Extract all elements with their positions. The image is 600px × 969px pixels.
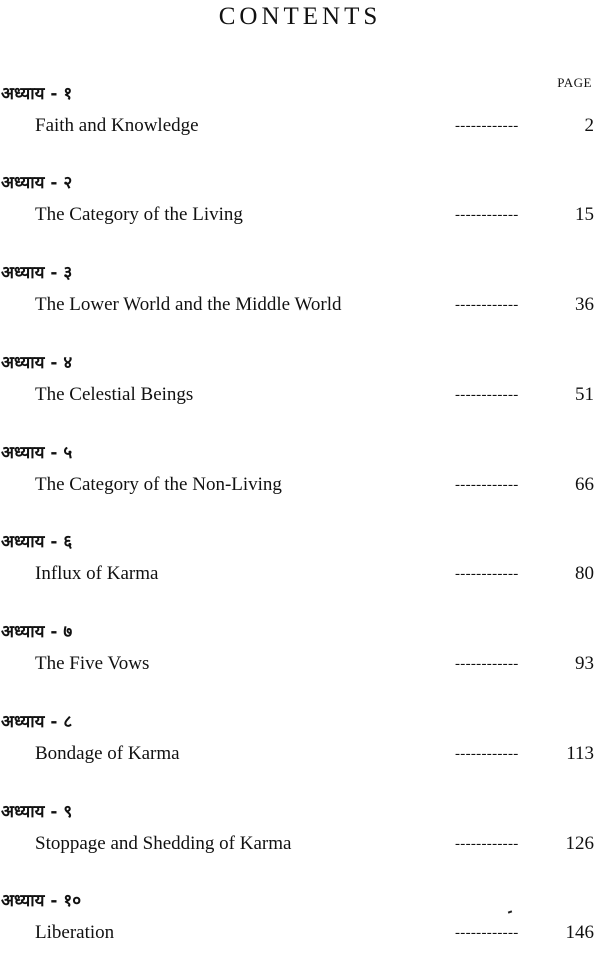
- dot-leader: ------------: [455, 566, 519, 582]
- toc-chapter-8: [0, 710, 600, 790]
- dot-leader: ------------: [455, 387, 519, 403]
- chapter-label: अध्याय - ५: [1, 443, 73, 463]
- dot-leader: ------------: [455, 656, 519, 672]
- page-number: 93: [575, 653, 594, 674]
- dot-leader: ------------: [455, 207, 519, 223]
- page-title: CONTENTS: [218, 3, 382, 30]
- toc-chapter-7: [0, 620, 600, 700]
- chapter-title: The Category of the Living: [35, 204, 243, 225]
- chapter-title: The Celestial Beings: [35, 384, 194, 405]
- toc-chapter-1: [0, 82, 600, 162]
- chapter-title: Liberation: [35, 922, 115, 943]
- page-number: 80: [575, 563, 594, 584]
- chapter-label: अध्याय - १०: [1, 891, 82, 911]
- toc-chapter-4: [0, 351, 600, 431]
- chapter-label: अध्याय - २: [1, 173, 73, 193]
- chapter-label: अध्याय - ९: [1, 802, 73, 822]
- dot-leader: ------------: [455, 836, 519, 852]
- page-number: 51: [575, 384, 594, 405]
- page-number: 15: [575, 204, 594, 225]
- dot-leader: ------------: [455, 746, 519, 762]
- chapter-title: Faith and Knowledge: [35, 115, 199, 136]
- chapter-title: The Lower World and the Middle World: [35, 294, 342, 315]
- dot-leader: ------------: [455, 297, 519, 313]
- chapter-label: अध्याय - ३: [1, 263, 73, 283]
- toc-chapter-3: [0, 261, 600, 341]
- page-number: 2: [584, 115, 594, 136]
- chapter-label: अध्याय - ८: [1, 712, 73, 732]
- chapter-title: The Category of the Non-Living: [35, 474, 282, 495]
- chapter-title: The Five Vows: [35, 653, 150, 674]
- chapter-title: Bondage of Karma: [35, 743, 180, 764]
- dot-leader: ------------: [455, 477, 519, 493]
- page-number: 36: [575, 294, 594, 315]
- chapter-label: अध्याय - ४: [1, 353, 73, 373]
- page-number: 113: [566, 743, 594, 764]
- chapter-title: Influx of Karma: [35, 563, 159, 584]
- chapter-label: अध्याय - ७: [1, 622, 73, 642]
- toc-chapter-5: [0, 441, 600, 521]
- dot-leader: ------------: [455, 925, 519, 941]
- toc-chapter-9: [0, 800, 600, 880]
- chapter-label: अध्याय - ६: [1, 532, 73, 552]
- page-number: 146: [565, 922, 594, 943]
- chapter-label: अध्याय - १: [1, 84, 73, 104]
- page-number: 66: [575, 474, 594, 495]
- toc-chapter-2: [0, 171, 600, 251]
- page-number: 126: [565, 833, 594, 854]
- toc-chapter-6: [0, 530, 600, 610]
- page-column-label: PAGE: [557, 75, 592, 90]
- dot-leader: ------------: [455, 118, 519, 134]
- chapter-title: Stoppage and Shedding of Karma: [35, 833, 292, 854]
- toc-chapter-10: [0, 889, 600, 969]
